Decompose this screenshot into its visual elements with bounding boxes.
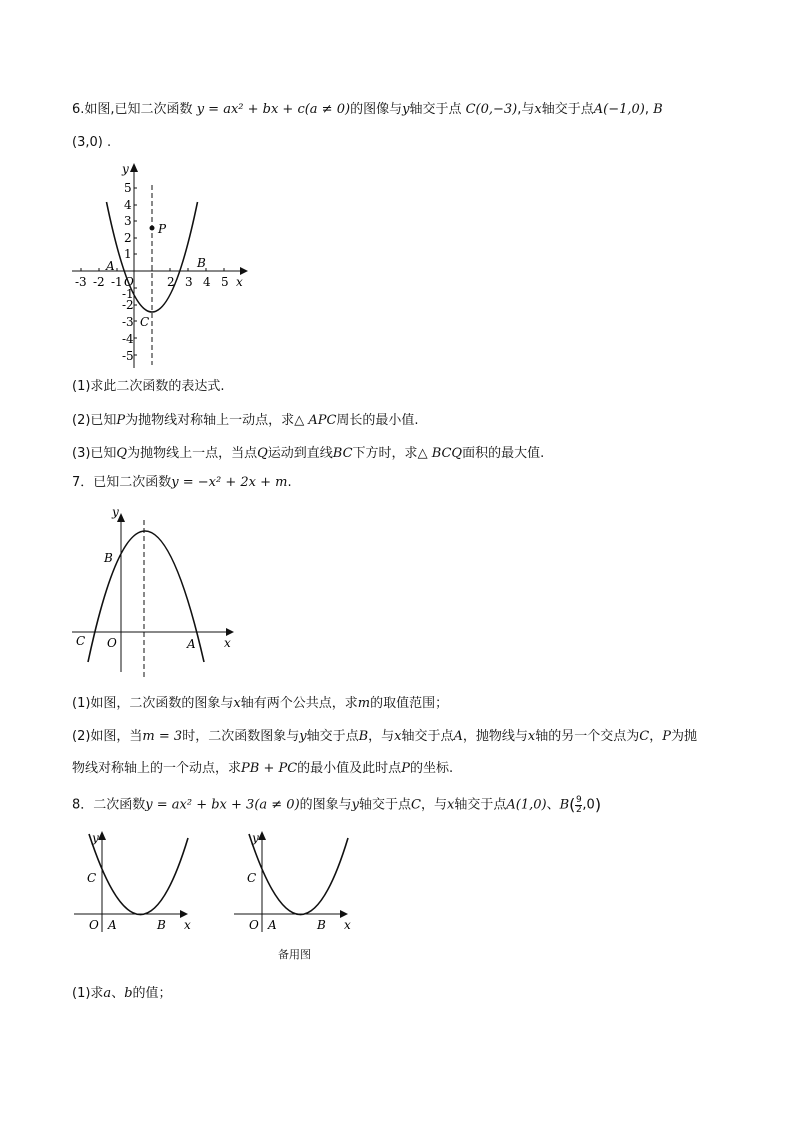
q6-y-tick: 1: [124, 247, 132, 261]
q8-text: 、: [546, 797, 560, 813]
q6-y-tick: -3: [122, 315, 134, 329]
q6-x-tick: -1: [111, 275, 123, 289]
q7-var: P: [401, 761, 410, 776]
q7-expr: PB + PC: [241, 761, 298, 776]
q6-formula: y = ax² + bx + c(a ≠ 0): [196, 102, 351, 117]
q8-label-x: x: [184, 918, 191, 932]
q6-part1-text: (1)求此二次函数的表达式.: [72, 379, 225, 394]
q8-spare-label-b: B: [317, 918, 326, 932]
q8-fraction-den: 2: [576, 804, 582, 815]
q8-spare-caption: 备用图: [278, 948, 311, 961]
q7-stem: [72, 473, 292, 493]
q7-label-x: x: [224, 636, 231, 650]
q8-label-c: C: [87, 871, 97, 885]
q6-text: 为抛物线上一点，当点: [127, 446, 258, 461]
q8-spare-label-a: A: [268, 918, 277, 932]
q6-text: 的图像与: [350, 102, 403, 117]
q8-text: ,0: [582, 797, 595, 813]
q8-label-a: A: [108, 918, 117, 932]
q8-text: 轴交于点: [359, 797, 412, 813]
q8-text: 8．二次函数: [72, 797, 146, 813]
q6-y-tick: -5: [122, 349, 134, 363]
q8-spare-label-c: C: [247, 871, 257, 885]
q6-var: Q: [116, 446, 128, 461]
q6-label-a: A: [106, 259, 115, 273]
q8-var: y: [351, 797, 360, 813]
q6-label-c: C: [140, 315, 150, 329]
q8-fraction-num: 9: [576, 794, 582, 805]
q8-point-b: B: [559, 797, 570, 813]
q6-text: (3,0) .: [72, 135, 112, 150]
q6-var: Q: [257, 446, 268, 461]
q8-figure-main: [72, 828, 202, 938]
q6-point-p-dot: [150, 226, 155, 231]
q6-text: (3)已知: [72, 446, 117, 461]
q7-label-b: B: [104, 551, 113, 565]
q6-x-tick: -3: [75, 275, 87, 289]
q7-var: P: [662, 729, 671, 744]
q7-part1: [72, 694, 448, 714]
q7-text: .: [287, 475, 292, 490]
q8-text: ，与: [420, 797, 447, 813]
q6-part3: [72, 444, 544, 464]
q7-text: 7．已知二次函数: [72, 475, 172, 490]
q7-var: x: [394, 729, 402, 744]
q6-y-tick: -1: [122, 287, 134, 301]
q7-text: 轴的另一个交点为: [535, 729, 640, 744]
q7-var: y: [299, 729, 307, 744]
q6-stem-line1: [72, 100, 663, 120]
q8-spare-label-y: y: [252, 831, 259, 845]
q6-x-tick: 5: [221, 275, 229, 289]
q7-text: ，与: [368, 729, 395, 744]
q7-formula: y = −x² + 2x + m: [171, 475, 288, 490]
q6-label-p: P: [158, 222, 167, 236]
q7-text: 轴交于点: [401, 729, 454, 744]
q7-text: 为抛: [671, 729, 698, 744]
q8-stem: 8．二次函数y = ax² + bx + 3(a ≠ 0)的图象与y轴交于点C，与x轴交于点A(1,0)、B( $\frac{9}{2}$ ,0): [72, 794, 602, 815]
q8-text: 轴交于点: [454, 797, 507, 813]
q7-text: (1)如图，二次函数的图象与: [72, 696, 234, 711]
q6-text: 轴交于点: [409, 102, 462, 117]
q6-point-c: C(0,−3): [465, 102, 518, 117]
q6-stem-line2: [72, 133, 111, 153]
q6-point-b: B: [653, 102, 663, 117]
q6-origin-label: O: [124, 275, 134, 289]
q6-text: (2)已知: [72, 413, 117, 428]
q7-label-o: O: [107, 636, 117, 650]
q8-figure-spare: [232, 828, 362, 938]
q7-text: ，: [649, 729, 663, 744]
q7-text: 物线对称轴上的一个动点，求: [72, 761, 242, 776]
q8-text: 的值；: [132, 986, 172, 1001]
q6-var: BC: [332, 446, 353, 461]
q6-x-tick: 4: [203, 275, 211, 289]
q8-var: a: [103, 986, 112, 1001]
q6-text: 运动到直线: [267, 446, 333, 461]
q7-var: m = 3: [142, 729, 183, 744]
q8-text: 的图象与: [299, 797, 352, 813]
q7-label-a: A: [187, 637, 196, 651]
q8-parabola-spare: [249, 834, 348, 915]
q8-parabola-main: [89, 834, 188, 915]
q6-x-tick: -2: [93, 275, 105, 289]
q7-label-c: C: [76, 634, 86, 648]
q8-formula: y = ax² + bx + 3(a ≠ 0): [145, 797, 300, 813]
q7-var: x: [233, 696, 241, 711]
q8-part1: [72, 984, 172, 1004]
q7-text: 轴有两个公共点，求: [240, 696, 358, 711]
q6-part2: [72, 411, 419, 431]
q6-text: 周长的最小值.: [336, 413, 419, 428]
q6-text: 面积的最大值.: [462, 446, 545, 461]
q8-var: C: [411, 797, 421, 813]
q6-text: 6.如图,已知二次函数: [72, 102, 193, 117]
q6-var: P: [116, 413, 126, 428]
q8-point-a: A(1,0): [506, 797, 547, 813]
q8-label-b: B: [157, 918, 166, 932]
q8-var: b: [124, 986, 133, 1001]
q7-part2-line2: [72, 759, 453, 779]
q6-var: y: [402, 102, 410, 117]
q7-part2-line1: [72, 727, 697, 747]
q7-text: (2)如图，当: [72, 729, 143, 744]
q6-part1: [72, 377, 225, 397]
q6-figure: [70, 160, 255, 370]
q6-y-tick: 2: [124, 231, 132, 245]
q8-label-y: y: [92, 831, 99, 845]
q8-label-o: O: [89, 918, 99, 932]
q8-text: (1)求: [72, 986, 104, 1001]
q7-var: B: [358, 729, 369, 744]
q6-y-tick: -2: [122, 298, 134, 312]
q7-text: 轴交于点: [306, 729, 359, 744]
q8-spare-label-o: O: [249, 918, 259, 932]
q6-y-tick: 5: [124, 181, 132, 195]
q6-x-tick: 2: [167, 275, 175, 289]
q6-var: x: [534, 102, 542, 117]
q6-text: ,与: [517, 102, 535, 117]
q7-text: ，抛物线与: [462, 729, 528, 744]
q6-point-a: A(−1,0): [593, 102, 645, 117]
q6-x-tick: 3: [185, 275, 193, 289]
q7-var: x: [527, 729, 536, 744]
q6-text: 轴交于点: [541, 102, 594, 117]
q7-var: A: [453, 729, 463, 744]
q7-var: m: [357, 696, 371, 711]
q6-label-b: B: [197, 256, 206, 270]
q7-text: 的取值范围；: [370, 696, 449, 711]
q8-text: 、: [111, 986, 125, 1001]
q7-label-y: y: [112, 505, 119, 519]
q6-x-axis-label: x: [236, 275, 243, 289]
q7-text: 的坐标.: [409, 761, 454, 776]
q7-text: 的最小值及此时点: [297, 761, 402, 776]
q7-figure: [70, 500, 240, 685]
q6-y-tick: 3: [124, 214, 132, 228]
q6-triangle: △ BCQ: [417, 446, 463, 461]
q6-triangle: △ APC: [294, 413, 337, 428]
q7-text: 时，二次函数图象与: [182, 729, 300, 744]
q6-y-tick: -4: [122, 332, 134, 346]
q6-text: ,: [644, 102, 650, 117]
q6-text: 下方时，求: [352, 446, 418, 461]
q8-var: x: [447, 797, 455, 813]
q6-y-tick: 4: [124, 198, 132, 212]
q8-spare-label-x: x: [344, 918, 351, 932]
q6-y-axis-label: y: [122, 162, 129, 176]
q7-var: C: [639, 729, 650, 744]
q6-text: 为抛物线对称轴上一动点，求: [125, 413, 295, 428]
